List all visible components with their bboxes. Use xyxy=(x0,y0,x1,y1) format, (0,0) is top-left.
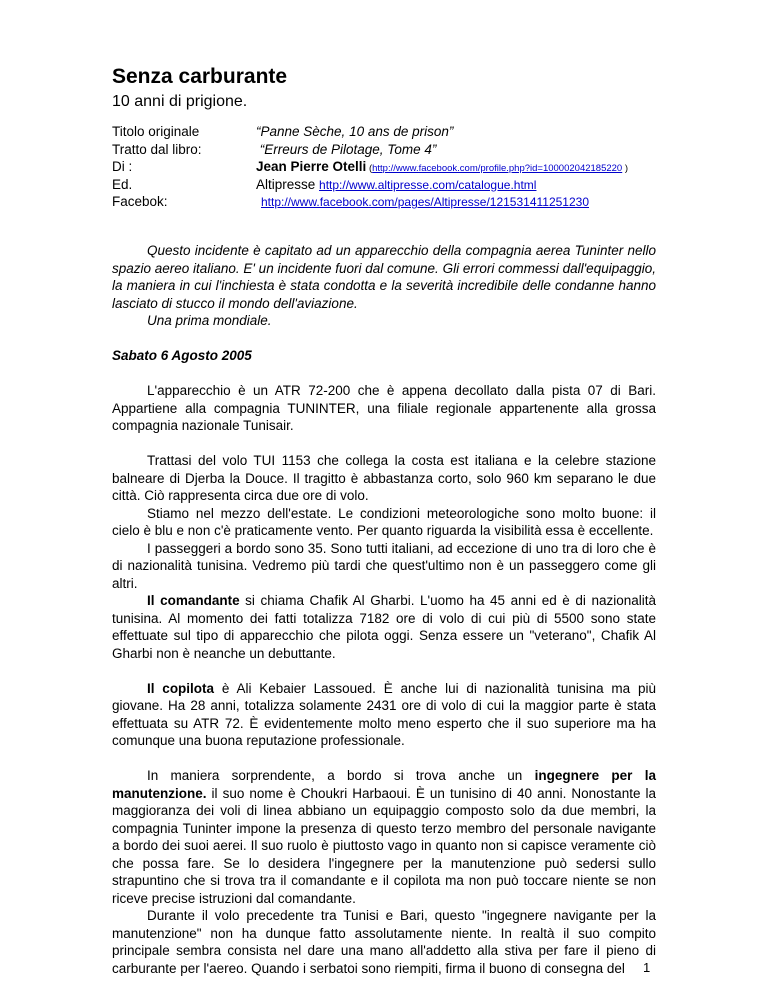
bold-term: Il copilota xyxy=(147,680,215,696)
paragraph-text: è Ali Kebaier Lassoued. È anche lui di nazionalità tunisina ma più giovane. Ha 28 anni, totalizza solamente 2431 ore di volo di cui la maggior parte è stata effettuata su ATR 72. È evidentemente molto meno esperto che il suo superiore ma ha comunque una buona reputazione professionale. xyxy=(112,680,656,748)
meta-row-source-book xyxy=(112,141,672,159)
meta-label: Facebok: xyxy=(112,194,168,209)
paren-close: ) xyxy=(622,163,629,174)
paragraph-copilot xyxy=(112,680,656,750)
paragraph: I passeggeri a bordo sono 35. Sono tutti italiani, ad eccezione di uno tra di loro che è di nazionalità tunisina. Vedremo più tardi che quest'ultimo non è un passeggero come gli altri. xyxy=(112,540,656,591)
date-heading: Sabato 6 Agosto 2005 xyxy=(112,348,252,363)
paragraph-text: il suo nome è Choukri Harbaoui. È un tunisino di 40 anni. Nonostante la maggioranza dei voli di linea abbiano un equipaggio composto solo da due membri, la compagnia Tuninter impone la presenza di questo terzo membro del personale navigante a bordo dei suoi aerei. Il suo ruolo è piuttosto vago in quanto non si capisce veramente ciò che possa fare. Se lo desidera l'ingegnere per la manutenzione può sedersi sullo strapuntino che si trova tra il comandante e il copilota ma non può toccare niente se non riceve precise istruzioni dal comandante. xyxy=(112,785,656,906)
paragraph-text: In maniera sorprendente, a bordo si trova anche un xyxy=(147,768,535,783)
document-title: Senza carburante xyxy=(112,65,288,88)
paragraph: Trattasi del volo TUI 1153 che collega la costa est italiana e la celebre stazione balneare di Djerba la Douce. Il tragitto è abbastanza corto, solo 960 km separano le due città. Ciò rappresenta circa due ore di volo. xyxy=(112,453,656,503)
article-body xyxy=(112,242,656,977)
document-subtitle: 10 anni di prigione. xyxy=(112,93,248,110)
paragraph-engineer xyxy=(112,767,656,907)
paragraph-captain xyxy=(112,592,656,662)
meta-label: Ed. xyxy=(112,176,133,192)
source-book-value: “Erreurs de Pilotage, Tome 4” xyxy=(256,141,437,157)
bold-term: ingegnere per la manutenzione. xyxy=(112,768,656,801)
meta-row-original-title xyxy=(112,123,672,141)
bold-term: Il comandante xyxy=(147,593,240,608)
author-profile-link[interactable]: http://www.facebook.com/profile.php?id=100002042185220 xyxy=(372,163,623,174)
paragraph: Durante il volo precedente tra Tunisi e Bari, questo "ingegnere navigante per la manutenzione" non ha dunque fatto assolutamente niente. In realtà il suo compito principale sembra consista nel dare una mano all'addetto alla stiva per fare il pieno di carburante per l'aereo. Quando i serbatoi sono riempiti, firma il buono di consegna del xyxy=(112,908,656,976)
author-name: Jean Pierre Otelli xyxy=(256,159,367,174)
paragraph: L'apparecchio è un ATR 72-200 che è appena decollato dalla pista 07 di Bari. Appartiene alla compagnia TUNINTER, una filiale regionale appartenente alla grossa compagnia nazionale Tunisair. xyxy=(112,383,656,433)
meta-row-author xyxy=(112,158,672,176)
book-metadata xyxy=(112,123,672,211)
page-number: 1 xyxy=(643,960,651,975)
paren-open: ( xyxy=(366,163,373,174)
meta-row-publisher xyxy=(112,176,672,194)
meta-row-facebook xyxy=(112,193,672,211)
paragraph-text: si chiama Chafik Al Gharbi. L'uomo ha 45 anni ed è di nazionalità tunisina. Al momento dei fatti totalizza 7182 ore di volo di cui più di 5500 sono state effettuate sul tipo di apparecchio che pilota oggi. Senza essere un "veterano", Chafik Al Gharbi non è neanche un debuttante. xyxy=(112,593,656,661)
meta-label: Tratto dal libro: xyxy=(112,141,202,157)
intro-tagline: Una prima mondiale. xyxy=(147,313,272,328)
meta-label: Di : xyxy=(112,159,133,174)
meta-label: Titolo originale xyxy=(112,124,200,139)
paragraph: Stiamo nel mezzo dell'estate. Le condizioni meteorologiche sono molto buone: il cielo è blu e non c'è praticamente vento. Per quanto riguarda la visibilità essa è eccellente. xyxy=(112,505,656,538)
original-title-value: “Panne Sèche, 10 ans de prison” xyxy=(256,124,454,139)
facebook-page-link[interactable]: http://www.facebook.com/pages/Altipresse/121531411251230 xyxy=(261,195,589,209)
intro-paragraph: Questo incidente è capitato ad un apparecchio della compagnia aerea Tuninter nello spazio aereo italiano. E' un incidente fuori dal comune. Gli errori commessi dall'equipaggio, la maniera in cui l'inchiesta è stata condotta e la severità incredibile delle condanne hanno lasciato di stucco il mondo dell'aviazione. xyxy=(112,243,656,311)
publisher-catalogue-link[interactable]: http://www.altipresse.com/catalogue.html xyxy=(319,177,537,192)
publisher-name: Altipresse xyxy=(256,176,320,192)
